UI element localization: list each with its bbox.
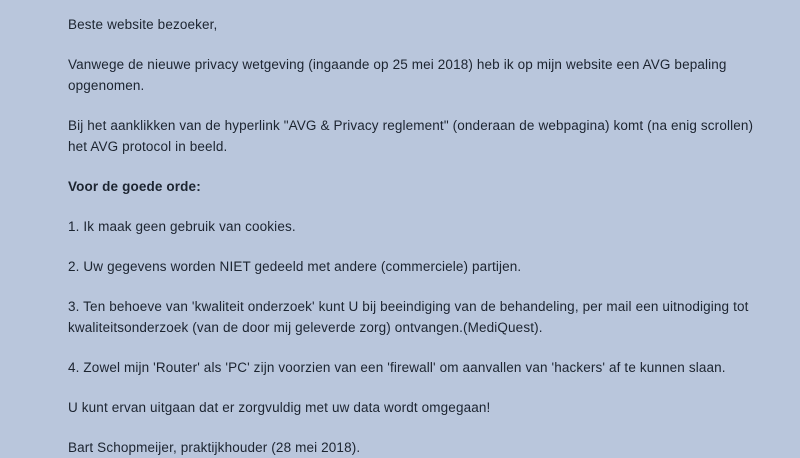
paragraph-reassurance: U kunt ervan uitgaan dat er zorgvuldig met uw data wordt omgegaan!: [68, 400, 491, 415]
list-item-cookies: 1. Ik maak geen gebruik van cookies.: [68, 219, 296, 234]
paragraph-privacy-law-notice: Vanwege de nieuwe privacy wetgeving (ingaande op 25 mei 2018) heb ik op mijn website een AVG bepaling opgenomen.: [68, 57, 727, 93]
list-item-firewall: 4. Zowel mijn 'Router' als 'PC' zijn voorzien van een 'firewall' om aanvallen van 'hackers' af te kunnen slaan.: [68, 360, 726, 375]
paragraph-hyperlink-instruction: Bij het aanklikken van de hyperlink "AVG & Privacy reglement" (onderaan de webpagina) komt (na enig scrollen) het AVG protocol in beeld.: [68, 118, 754, 154]
paragraph-greeting: Beste website bezoeker,: [68, 17, 218, 32]
list-item-data-sharing: 2. Uw gegevens worden NIET gedeeld met andere (commerciele) partijen.: [68, 259, 522, 274]
paragraph-section-heading: Voor de goede orde:: [68, 179, 201, 194]
paragraph-signature: Bart Schopmeijer, praktijkhouder (28 mei 2018).: [68, 440, 361, 455]
list-item-quality-research: 3. Ten behoeve van 'kwaliteit onderzoek' kunt U bij beeindiging van de behandeling, per mail een uitnodiging tot kwaliteitsonderzoek (van de door mij geleverde zorg) ontvangen.(MediQuest).: [68, 299, 749, 335]
